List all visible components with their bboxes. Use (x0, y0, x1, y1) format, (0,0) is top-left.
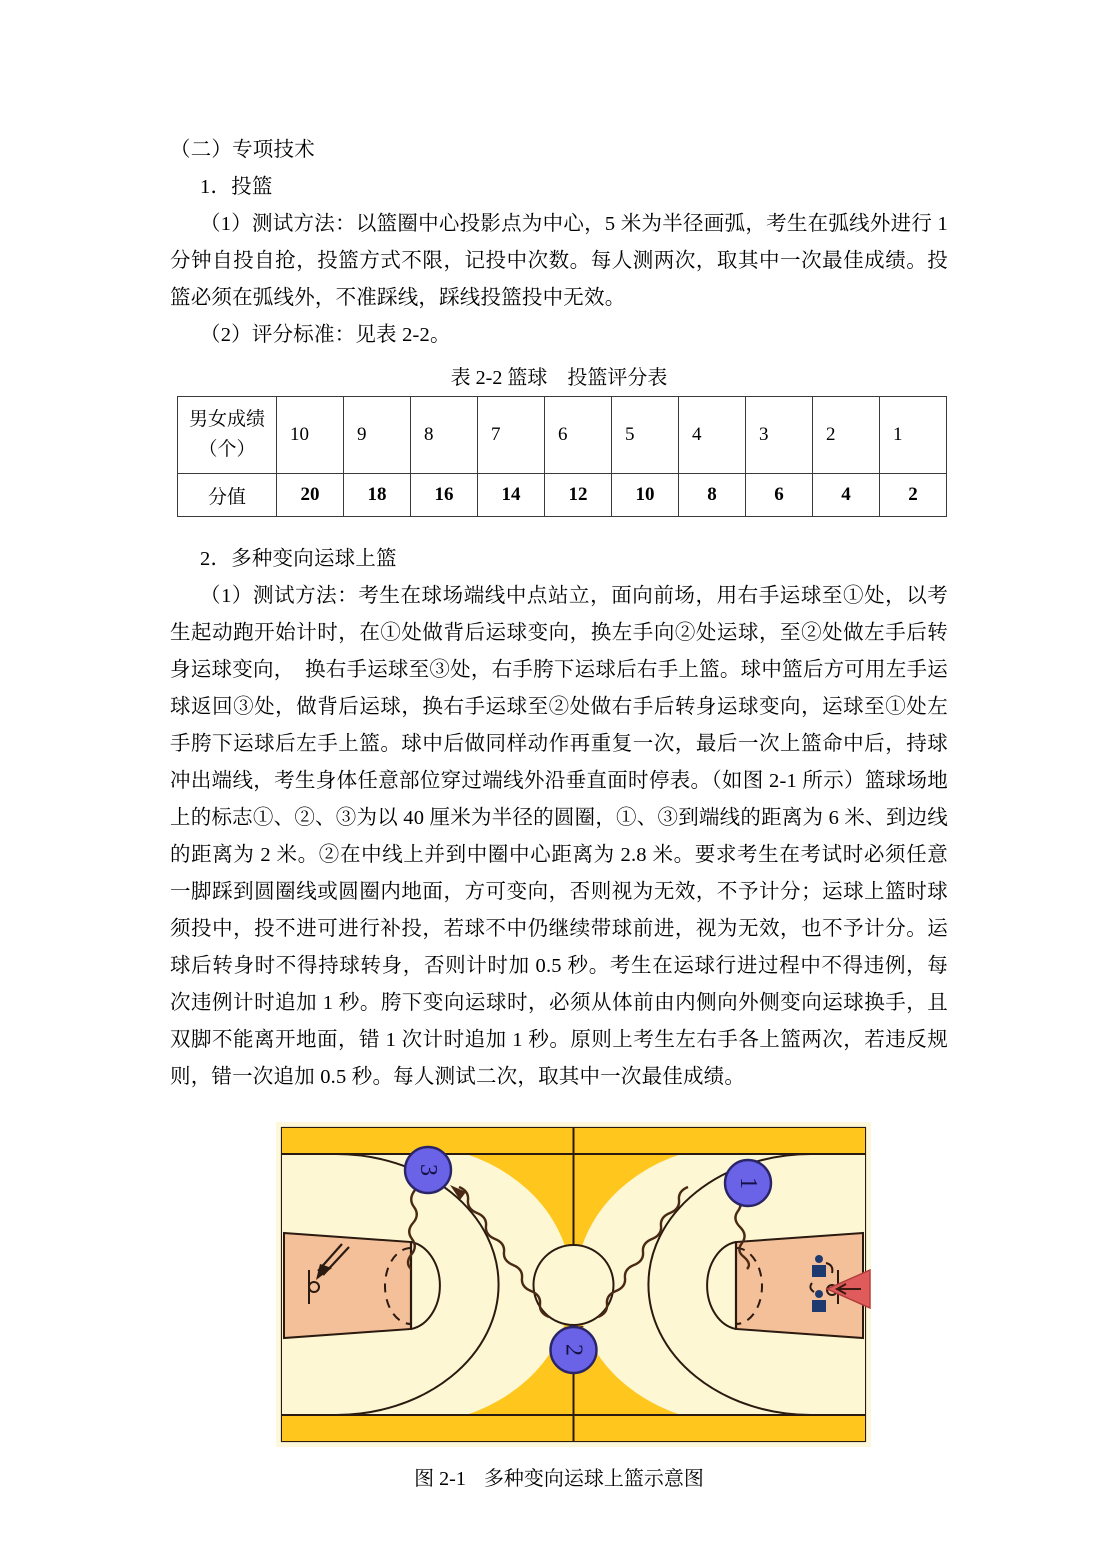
table-row (178, 474, 947, 517)
court-markings (282, 1128, 865, 1441)
basketball-court-diagram (276, 1122, 871, 1447)
figure-caption-number: 图 2-1 (414, 1468, 466, 1490)
court-marker-2 (551, 1327, 597, 1373)
table-row (178, 397, 947, 474)
item1-method-paragraph: （1）测试方法：以篮圈中心投影点为中心，5 米为半径画弧，考生在弧线外进行 1 分钟自投自抢，投篮方式不限，记投中次数。每人测两次，取其中一次最佳成绩。投篮必须在弧线外，不准踩线，踩线投篮投中无效。 (170, 213, 948, 309)
table-cell-points: 16 (411, 474, 478, 517)
table-cell-shots: 9 (344, 397, 411, 474)
marker-label: 2 (560, 1344, 587, 1356)
marker-label: 1 (735, 1177, 761, 1189)
table-cell-shots: 6 (545, 397, 612, 474)
table-cell-points: 20 (277, 474, 344, 517)
table-row-label-points: 分值 (178, 474, 277, 517)
marker-label: 3 (415, 1164, 441, 1176)
table-cell-points: 18 (344, 474, 411, 517)
item1-criteria-paragraph: （2）评分标准：见表 2-2。 (200, 324, 451, 346)
court-marker-3 (405, 1147, 451, 1193)
table-cell-shots: 1 (880, 397, 947, 474)
table-cell-shots: 3 (746, 397, 813, 474)
table-cell-points: 4 (813, 474, 880, 517)
table-cell-shots: 5 (612, 397, 679, 474)
table-cell-points: 8 (679, 474, 746, 517)
court-marker-1 (725, 1160, 771, 1206)
court-svg (276, 1122, 871, 1447)
center-circle (534, 1245, 614, 1325)
table-cell-points: 10 (612, 474, 679, 517)
figure-caption (170, 1462, 948, 1491)
table-cell-points: 2 (880, 474, 947, 517)
table-header-label-line1: 男女成绩 (188, 409, 265, 430)
table-cell-shots: 4 (679, 397, 746, 474)
table-cell-shots: 8 (411, 397, 478, 474)
table-header-label-line2: （个） (198, 439, 256, 460)
table-cell-shots: 10 (277, 397, 344, 474)
document-page (170, 0, 948, 1559)
table-caption: 表 2-2 篮球 投篮评分表 (450, 367, 668, 389)
item2-method-paragraph: （1）测试方法：考生在球场端线中点站立，面向前场，用右手运球至①处，以考生起动跑开始计时，在①处做背后运球变向，换左手向②处运球，至②处做左手后转身运球变向， 换右手运球至③处，右手胯下运球后右手上篮。球中篮后方可用左手运球返回③处，做背后运球，换右手运球至②处做右手后转身运球变向，运球至①处左手胯下运球后左手上篮。球中后做同样动作再重复一次，最后一次上篮命中后，持球冲出端线，考生身体任意部位穿过端线外沿垂直面时停表。（如图 2-1 所示）篮球场地上的标志①、②、③为以 40 厘米为半径的圆圈，①、③到端线的距离为 6 米、到边线的距离为 2 米。②在中线上并到中圈中心距离为 2.8 米。要求考生在考试时必须任意一脚踩到圆圈线或圆圈内地面，方可变向，否则视为无效，不予计分；运球上篮时球须投中，投不进可进行补投，若球不中仍继续带球前进，视为无效，也不予计分。运球后转身时不得持球转身，否则计时加 0.5 秒。考生在运球行进过程中不得违例，每次违例计时追加 1 秒。胯下变向运球时，必须从体前由内侧向外侧变向运球换手，且双脚不能离开地面，错 1 次计时追加 1 秒。原则上考生左右手各上篮两次，若违反规则，错一次追加 0.5 秒。每人测试二次，取其中一次最佳成绩。 (170, 585, 948, 1088)
table-cell-shots: 7 (478, 397, 545, 474)
table-cell-shots: 2 (813, 397, 880, 474)
shooting-score-table (177, 396, 947, 517)
figure-caption-text: 多种变向运球上篮示意图 (483, 1468, 704, 1490)
section-heading: （二）专项技术 (170, 139, 315, 161)
table-cell-points: 14 (478, 474, 545, 517)
table-cell-points: 12 (545, 474, 612, 517)
item2-heading: 2．多种变向运球上篮 (200, 548, 397, 570)
item1-heading: 1．投篮 (200, 176, 273, 198)
table-cell-points: 6 (746, 474, 813, 517)
figure-block (170, 1122, 948, 1490)
table-header-label (178, 397, 277, 474)
